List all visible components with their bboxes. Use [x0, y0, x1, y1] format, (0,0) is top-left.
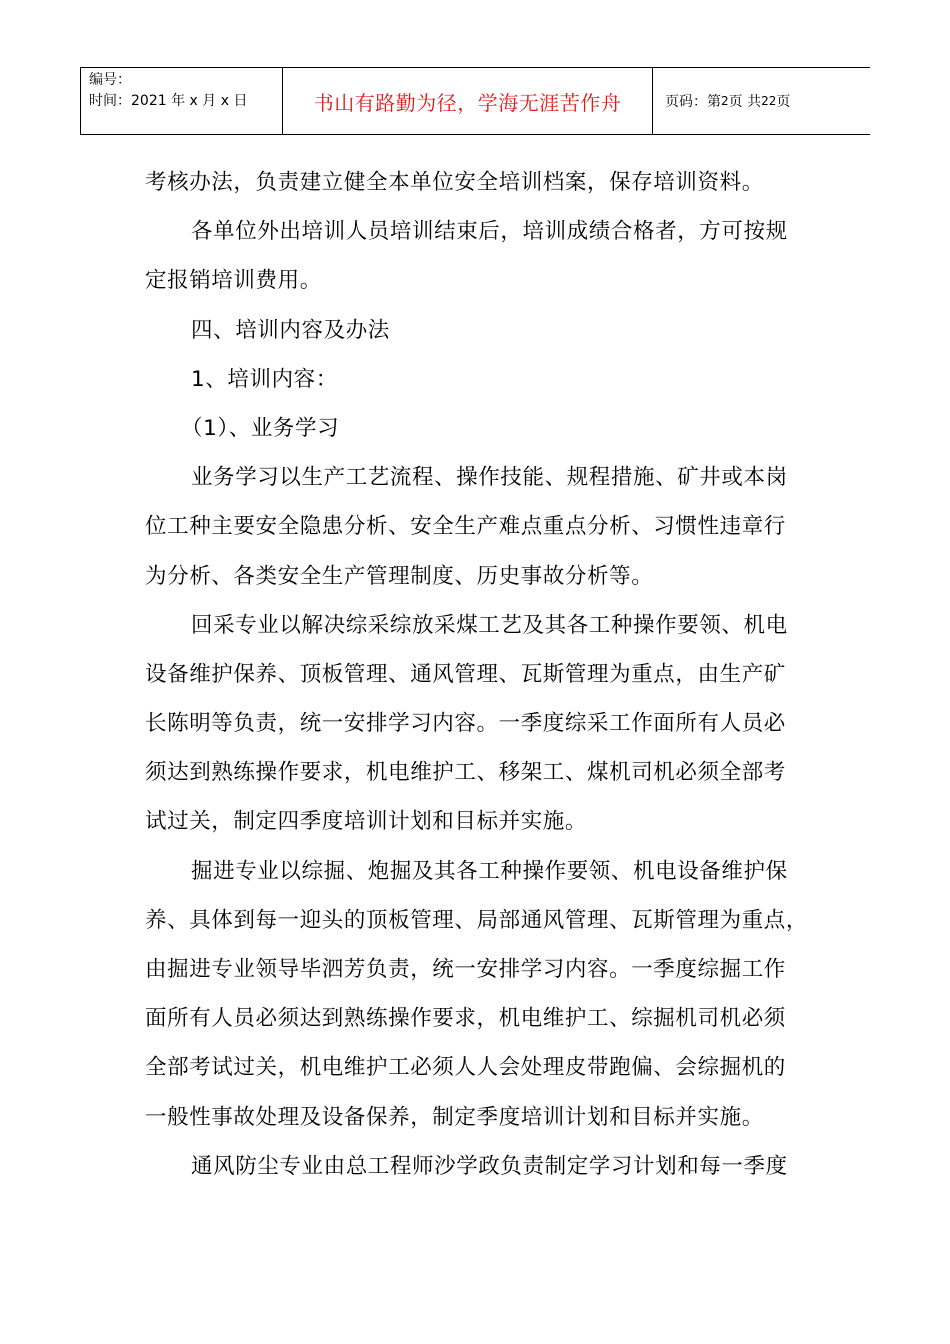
body-line: 各单位外出培训人员培训结束后，培训成绩合格者，方可按规 — [191, 219, 788, 245]
page-suffix: 页 — [776, 94, 791, 110]
body-line: 考核办法，负责建立健全本单位安全培训档案，保存培训资料。 — [145, 170, 764, 195]
body-line: 回采专业以解决综采综放采煤工艺及其各工种操作要领、机电 — [191, 612, 788, 638]
document-header — [80, 67, 870, 135]
page-prefix: 页码：第 — [665, 94, 721, 110]
body-line: 掘进专业以综掘、炮掘及其各工种操作要领、机电设备维护保 — [191, 858, 788, 884]
motto-cell — [283, 68, 653, 134]
page-mid: 页 共 — [728, 94, 762, 110]
body-line: 试过关，制定四季度培训计划和目标并实施。 — [145, 809, 588, 835]
body-line: 养、具体到每一迎头的顶板管理、局部通风管理、瓦斯管理为重点， — [145, 907, 809, 933]
body-line: 须达到熟练操作要求，机电维护工、移架工、煤机司机必须全部考 — [145, 760, 786, 786]
body-line: 位工种主要安全隐患分析、安全生产难点重点分析、习惯性违章行 — [145, 514, 786, 540]
body-line: 通风防尘专业由总工程师沙学政负责制定学习计划和每一季度 — [191, 1153, 788, 1179]
body-line: 1、培训内容： — [191, 366, 338, 392]
body-line: 面所有人员必须达到熟练操作要求，机电维护工、综掘机司机必须 — [145, 1006, 786, 1032]
body-line: 业务学习以生产工艺流程、操作技能、规程措施、矿井或本岗 — [191, 465, 788, 491]
body-line: 由掘进专业领导毕泗芳负责，统一安排学习内容。一季度综掘工作 — [145, 957, 786, 982]
body-line: 一般性事故处理及设备保养，制定季度培训计划和目标并实施。 — [145, 1104, 764, 1130]
document-number-label: 编号： — [89, 72, 131, 88]
body-line: 长陈明等负责，统一安排学习内容。一季度综采工作面所有人员必 — [145, 711, 786, 737]
body-line: （1）、业务学习 — [181, 415, 340, 441]
motto-text: 书山有路勤为径，学海无涯苦作舟 — [313, 90, 622, 115]
body-line: 定报销培训费用。 — [145, 268, 322, 294]
document-date: 时间：2021 年 x 月 x 日 — [89, 93, 248, 109]
body-line: 四、培训内容及办法 — [191, 317, 390, 343]
body-line: 设备维护保养、顶板管理、通风管理、瓦斯管理为重点，由生产矿 — [145, 661, 786, 687]
body-line: 为分析、各类安全生产管理制度、历史事故分析等。 — [145, 563, 654, 589]
header-meta-cell — [81, 68, 283, 134]
page-current: 2 — [721, 94, 729, 108]
document-body — [145, 158, 835, 1191]
body-line: 全部考试过关，机电维护工必须人人会处理皮带跑偏、会综掘机的 — [145, 1055, 786, 1081]
page-number-cell — [653, 68, 870, 134]
page-total: 22 — [761, 94, 777, 108]
